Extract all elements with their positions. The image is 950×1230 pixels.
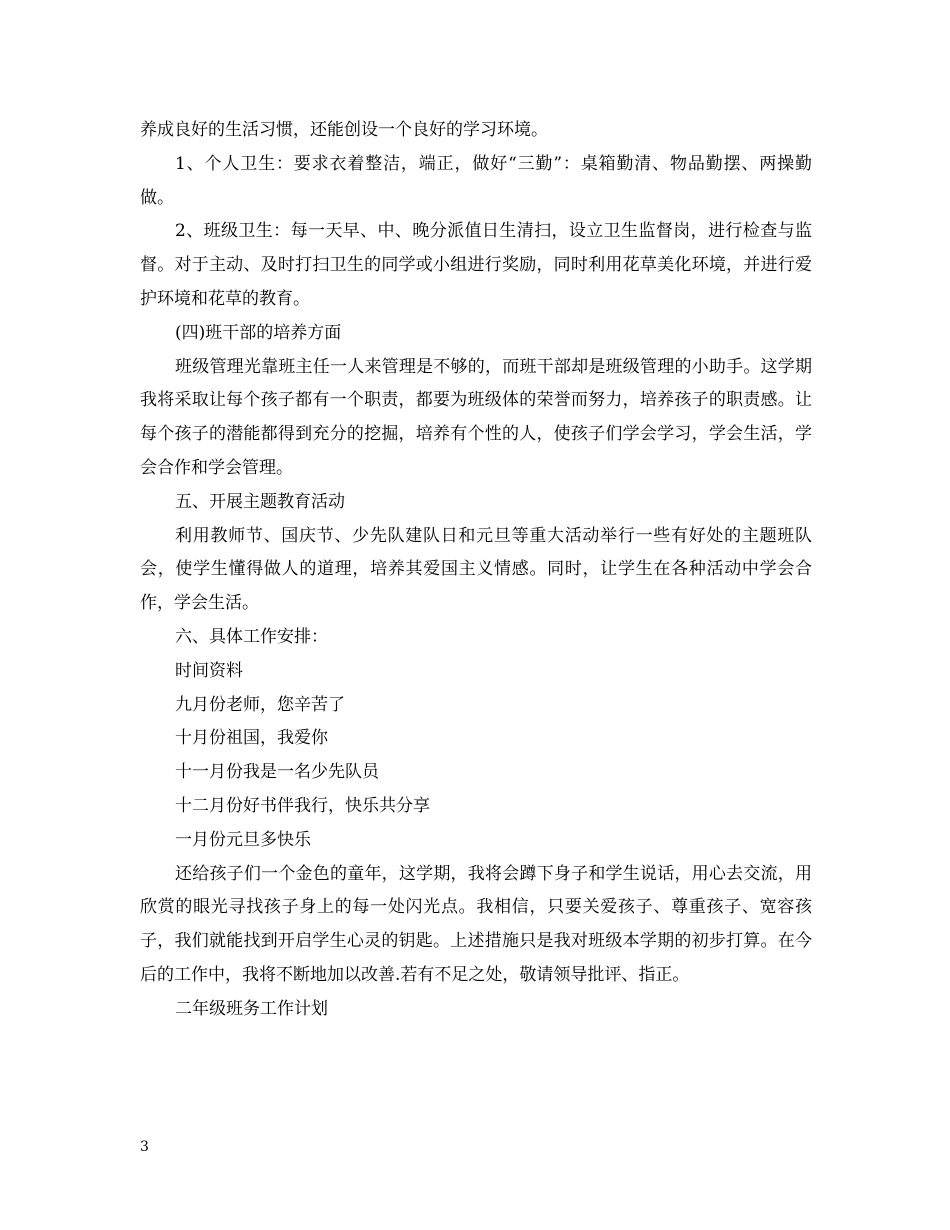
schedule-header: 时间资料 [175, 660, 243, 681]
paragraph-personal-hygiene: 1、个人卫生：要求衣着整洁，端正，做好“三勤”：桌箱勤清、物品勤摆、两操勤做。 [140, 153, 812, 208]
paragraph-class-hygiene: 2、班级卫生：每一天早、中、晚分派值日生清扫，设立卫生监督岗，进行检查与监督。对于主动、及时打扫卫生的同学或小组进行奖励，同时利用花草美化环境，并进行爱护环境和花草的教育。 [140, 221, 812, 309]
page-number: 3 [140, 1139, 149, 1155]
schedule-item-december: 十二月份好书伴我行，快乐共分享 [175, 795, 430, 816]
section-heading-work-schedule: 六、具体工作安排： [175, 626, 328, 647]
paragraph-conclusion: 还给孩子们一个金色的童年，这学期，我将会蹲下身子和学生说话，用心去交流，用欣赏的眼光寻找孩子身上的每一处闪光点。我相信，只要关爱孩子、尊重孩子、宽容孩子，我们就能找到开启学生心灵的钥匙。上述措施只是我对班级本学期的初步打算。在今后的工作中，我将不断地加以改善.若有不足之处，敬请领导批评、指正。 [140, 863, 812, 985]
document-body [140, 114, 812, 1027]
schedule-item-november: 十一月份我是一名少先队员 [175, 762, 379, 783]
section-heading-theme-education: 五、开展主题教育活动 [175, 491, 345, 512]
schedule-item-october: 十月份祖国，我爱你 [175, 728, 328, 749]
section-heading-class-cadre: (四)班干部的培养方面 [175, 322, 342, 343]
schedule-item-september: 九月份老师，您辛苦了 [175, 694, 345, 715]
paragraph-theme-education: 利用教师节、国庆节、少先队建队日和元旦等重大活动举行一些有好处的主题班队会，使学生懂得做人的道理，培养其爱国主义情感。同时，让学生在各种活动中学会合作，学会生活。 [140, 525, 812, 614]
paragraph-continuation: 养成良好的生活习惯，还能创设一个良好的学习环境。 [140, 120, 548, 140]
next-document-title: 二年级班务工作计划 [175, 998, 328, 1019]
schedule-item-january: 一月份元旦多快乐 [175, 829, 311, 850]
paragraph-class-cadre: 班级管理光靠班主任一人来管理是不够的，而班干部却是班级管理的小助手。这学期我将采取让每个孩子都有一个职责，都要为班级体的荣誉而努力，培养孩子的职责感。让每个孩子的潜能都得到充分的挖掘，培养有个性的人，使孩子们学会学习，学会生活，学会合作和学会管理。 [140, 356, 812, 478]
